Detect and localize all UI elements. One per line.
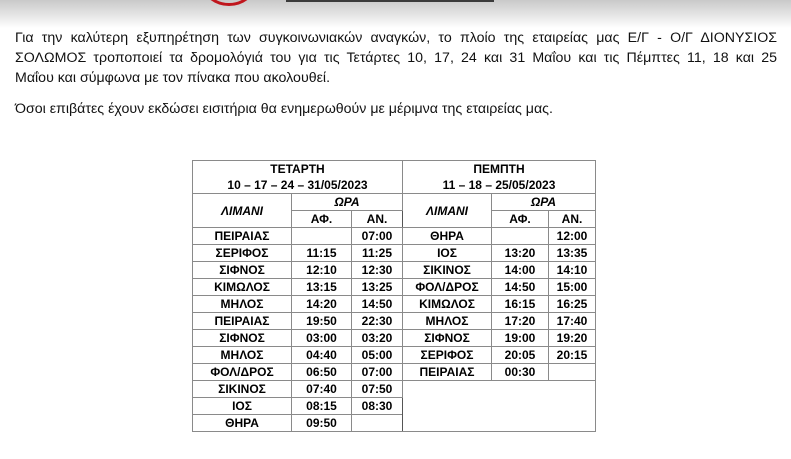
thu-dep: 20:05 [492, 347, 549, 364]
thursday-time-header: ΩΡΑ [492, 194, 596, 211]
wed-arr: 05:00 [352, 347, 403, 364]
thursday-day-title: ΠΕΜΠΤΗ [403, 161, 596, 178]
table-row [193, 381, 596, 398]
wed-arr: 03:20 [352, 330, 403, 347]
thursday-dates: 11 – 18 – 25/05/2023 [403, 177, 596, 194]
thu-arr: 13:35 [549, 245, 596, 262]
schedule-table [192, 160, 596, 432]
thu-port: ΚΙΜΩΛΟΣ [403, 296, 492, 313]
wed-arr: 13:25 [352, 279, 403, 296]
thursday-empty-area [403, 381, 596, 432]
wed-port: ΚΙΜΩΛΟΣ [193, 279, 292, 296]
wed-port: ΠΕΙΡΑΙΑΣ [193, 228, 292, 245]
wed-dep [292, 228, 352, 245]
thu-dep: 00:30 [492, 364, 549, 381]
wed-port: ΜΗΛΟΣ [193, 296, 292, 313]
thu-dep [492, 228, 549, 245]
wed-arr: 22:30 [352, 313, 403, 330]
wed-arr [352, 415, 403, 432]
thu-arr: 20:15 [549, 347, 596, 364]
wed-port: ΣΙΦΝΟΣ [193, 262, 292, 279]
wed-dep: 19:50 [292, 313, 352, 330]
thu-dep: 19:00 [492, 330, 549, 347]
thu-dep: 16:15 [492, 296, 549, 313]
table-row [193, 262, 596, 279]
wed-port: ΙΟΣ [193, 398, 292, 415]
wednesday-arrival-header: ΑΝ. [352, 211, 403, 228]
wed-arr: 07:00 [352, 364, 403, 381]
thu-port: ΣΙΚΙΝΟΣ [403, 262, 492, 279]
wed-arr: 11:25 [352, 245, 403, 262]
wed-port: ΠΕΙΡΑΙΑΣ [193, 313, 292, 330]
thu-port: ΣΙΦΝΟΣ [403, 330, 492, 347]
thu-port: ΦΟΛ/ΔΡΟΣ [403, 279, 492, 296]
wed-dep: 07:40 [292, 381, 352, 398]
table-row [193, 245, 596, 262]
intro-line-2: ΣΟΛΩΜΟΣ τροποποιεί τα δρομολόγιά του για τις Τετάρτες 10, 17, 24 και 31 Μαΐου και τις Πέμπτες 11, 18 και 25 [15, 50, 777, 66]
wed-dep: 06:50 [292, 364, 352, 381]
wed-dep: 14:20 [292, 296, 352, 313]
wed-dep: 04:40 [292, 347, 352, 364]
thu-arr: 12:00 [549, 228, 596, 245]
wed-dep: 03:00 [292, 330, 352, 347]
wed-dep: 12:10 [292, 262, 352, 279]
thu-arr: 17:40 [549, 313, 596, 330]
wed-port: ΣΙΚΙΝΟΣ [193, 381, 292, 398]
thu-port: ΠΕΙΡΑΙΑΣ [403, 364, 492, 381]
thursday-departure-header: ΑΦ. [492, 211, 549, 228]
thu-port: ΜΗΛΟΣ [403, 313, 492, 330]
thu-dep: 14:50 [492, 279, 549, 296]
thu-port: ΙΟΣ [403, 245, 492, 262]
wed-arr: 07:50 [352, 381, 403, 398]
intro-line-3: Μαΐου και σύμφωνα με τον πίνακα που ακολουθεί. [15, 70, 331, 86]
intro-paragraph [15, 28, 777, 88]
table-row [193, 364, 596, 381]
table-row [193, 347, 596, 364]
table-row [193, 296, 596, 313]
thu-arr: 19:20 [549, 330, 596, 347]
page-header-bar [0, 0, 791, 28]
table-row [193, 330, 596, 347]
thu-dep: 17:20 [492, 313, 549, 330]
table-row [193, 313, 596, 330]
thu-arr: 16:25 [549, 296, 596, 313]
header-divider [286, 0, 494, 2]
wed-arr: 14:50 [352, 296, 403, 313]
wednesday-day-title: ΤΕΤΑΡΤΗ [193, 161, 403, 178]
wed-dep: 09:50 [292, 415, 352, 432]
wed-dep: 08:15 [292, 398, 352, 415]
wed-dep: 13:15 [292, 279, 352, 296]
thursday-arrival-header: ΑΝ. [549, 211, 596, 228]
wed-port: ΜΗΛΟΣ [193, 347, 292, 364]
wednesday-time-header: ΩΡΑ [292, 194, 403, 211]
table-row [193, 228, 596, 245]
thu-dep: 14:00 [492, 262, 549, 279]
thu-port: ΘΗΡΑ [403, 228, 492, 245]
wed-port: ΣΙΦΝΟΣ [193, 330, 292, 347]
wed-arr: 08:30 [352, 398, 403, 415]
wed-port: ΣΕΡΙΦΟΣ [193, 245, 292, 262]
red-circle-logo-icon [198, 0, 260, 6]
wed-dep: 11:15 [292, 245, 352, 262]
wed-port: ΘΗΡΑ [193, 415, 292, 432]
thu-arr [549, 364, 596, 381]
thu-arr: 14:10 [549, 262, 596, 279]
thursday-port-header: ΛΙΜΑΝΙ [403, 194, 492, 228]
notice-paragraph [15, 99, 777, 119]
wed-arr: 12:30 [352, 262, 403, 279]
wed-port: ΦΟΛ/ΔΡΟΣ [193, 364, 292, 381]
intro-line-1: Για την καλύτερη εξυπηρέτηση των συγκοινωνιακών αναγκών, το πλοίο της εταιρείας μας Ε/Γ - Ο/Γ ΔΙΟΝΥΣΙΟΣ [15, 30, 777, 46]
wednesday-departure-header: ΑΦ. [292, 211, 352, 228]
notice-line: Όσοι επιβάτες έχουν εκδώσει εισιτήρια θα ενημερωθούν με μέριμνα της εταιρείας μας. [15, 101, 553, 117]
wednesday-port-header: ΛΙΜΑΝΙ [193, 194, 292, 228]
thu-dep: 13:20 [492, 245, 549, 262]
wed-arr: 07:00 [352, 228, 403, 245]
thu-port: ΣΕΡΙΦΟΣ [403, 347, 492, 364]
table-row [193, 279, 596, 296]
wednesday-dates: 10 – 17 – 24 – 31/05/2023 [193, 177, 403, 194]
thu-arr: 15:00 [549, 279, 596, 296]
